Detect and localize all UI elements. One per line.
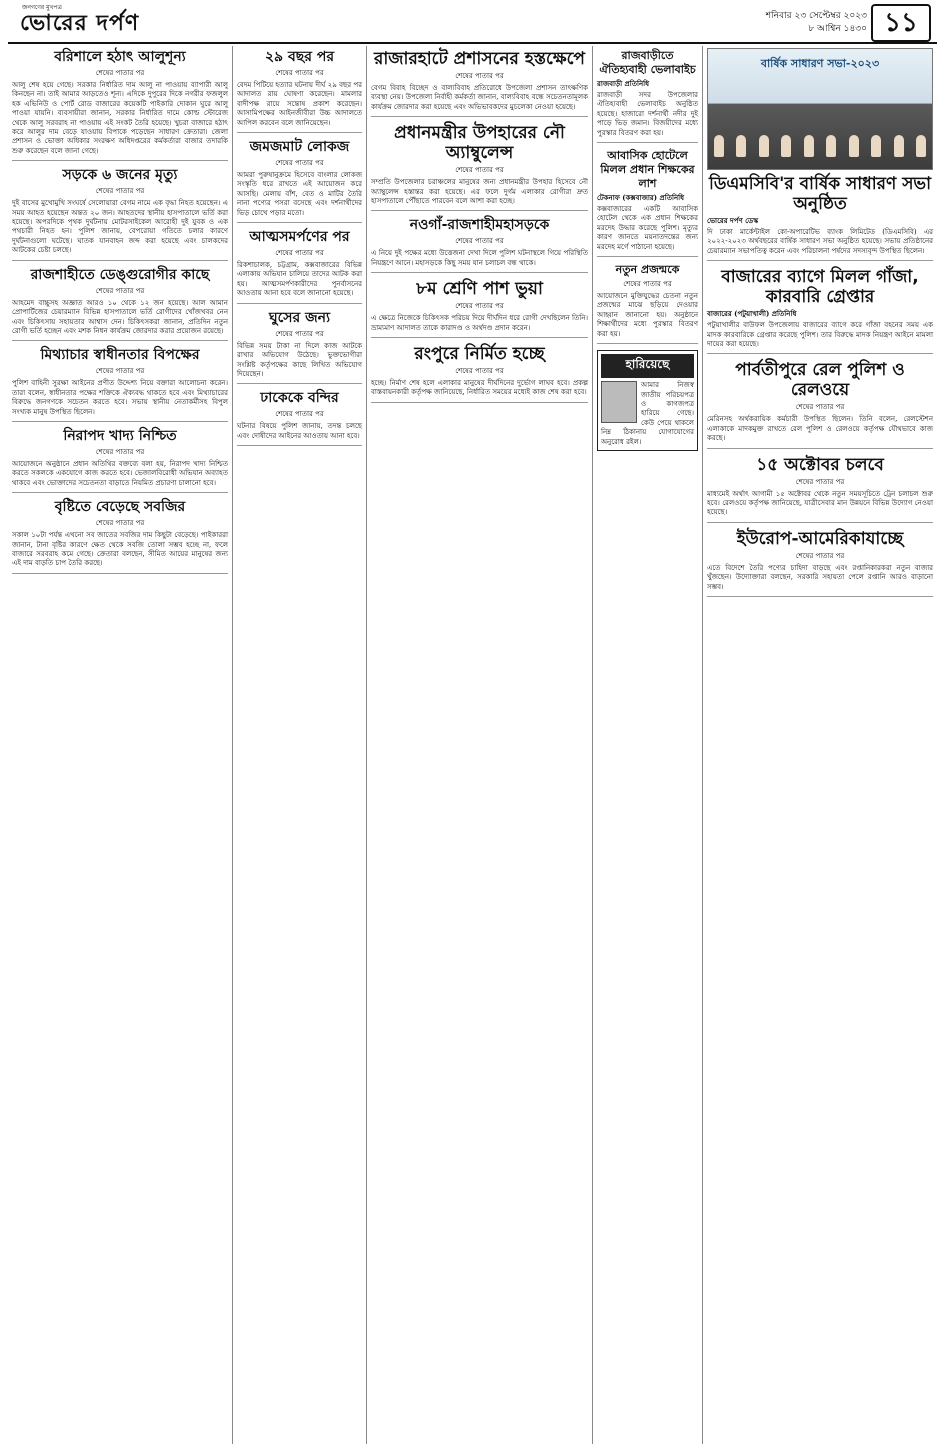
story	[237, 310, 362, 385]
story	[371, 217, 588, 273]
story-title: ঘুসের জন্য	[268, 309, 331, 326]
continued-label: শেষের পাতার পর	[795, 551, 845, 560]
story	[707, 529, 933, 597]
continued-label: শেষের পাতার পর	[455, 367, 504, 376]
story	[707, 455, 933, 523]
story	[12, 167, 228, 260]
continued-label: শেষের পাতার পর	[275, 159, 324, 168]
story	[597, 149, 698, 257]
column-1	[8, 46, 233, 1444]
date-gregorian: শনিবার ২৩ সেপ্টেম্বর ২০২৩	[765, 11, 867, 21]
column-5	[703, 46, 937, 1444]
story-byline: টেকনাফ (কক্সবাজার) প্রতিনিধি	[597, 193, 685, 203]
date-bangla: ৮ আশ্বিন ১৪৩০	[808, 24, 867, 34]
lost-notice	[597, 350, 698, 451]
story	[12, 499, 228, 574]
lost-notice-body: আমার নিজস্ব জাতীয় পরিচয়পত্র ও কাগজপত্র হারিয়ে গেছে। কেউ পেয়ে থাকলে নিম্ন ঠিকানায় যোগাযোগের অনুরোধ রইল।	[601, 381, 694, 446]
story	[371, 123, 588, 211]
story-body: ঘটনার বিষয়ে পুলিশ জানায়, তদন্ত চলছে এবং দোষীদের আইনের আওতায় আনা হবে।	[237, 422, 362, 440]
story-body: রিকশাচালক, চট্টগ্রাম, কক্সবাজারের বিভিন্ন এলাকায় অভিযান চালিয়ে তাদের আটক করা হয়। আত্মসমর্পণকারীদের পুনর্বাসনের আওতায় আনা হবে বলে জানানো হয়েছে।	[237, 261, 362, 298]
story-title: ১৫ অক্টোবর চলবে	[756, 454, 884, 475]
newspaper-logo: ভোরের দর্পণ	[20, 11, 140, 36]
story-body: কক্সবাজারের একটি আবাসিক হোটেল থেকে এক প্রধান শিক্ষকের মরদেহ উদ্ধার করেছে পুলিশ। মৃত্যুর কারণ জানতে ময়নাতদন্তের জন্য মরদেহ মর্গে পাঠানো হয়েছে।	[597, 205, 698, 251]
continued-label: শেষের পাতার পর	[95, 367, 145, 376]
story	[597, 49, 698, 143]
story-title: পার্বতীপুরে রেল পুলিশ ও রেলওয়ে	[735, 360, 905, 401]
story	[237, 139, 362, 223]
continued-label: শেষের পাতার পর	[623, 280, 672, 289]
masthead	[8, 4, 937, 44]
story-body: দুই বাসের মুখোমুখি সংঘর্ষে সেলোয়ারা বেগম নামে এক বৃদ্ধা নিহত হয়েছেন। এ সময় আহত হয়েছেন অন্তত ২০ জন। আহতদের স্থানীয় হাসপাতালে ভর্তি করা হয়েছে। অপরদিকে পৃথক দুর্ঘটনায় মোটরসাইকেল আরোহী দুই যুবক ও এক পথচারী নিহত হন। পুলিশ জানায়, বেপরোয়া গতিতে চলার কারণে দুর্ঘটনাগুলো ঘটেছে। ঘাতক যানবাহন জব্দ করা হয়েছে এবং চালকদের আটকের চেষ্টা চলছে।	[12, 199, 228, 255]
continued-label: শেষের পাতার পর	[795, 403, 845, 412]
story-title: নিরাপদ খাদ্য নিশ্চিত	[63, 427, 177, 444]
story	[371, 49, 588, 117]
story-body: দি ঢাকা মার্কেন্টাইল কো-অপারেটিভ ব্যাংক লিমিটেড (ডিএমসিবি) এর ২০২২-২০২৩ অর্থবছরের বার্ষিক সাধারণ সভা অনুষ্ঠিত হয়েছে। সভায় প্রতিষ্ঠানের চেয়ারম্যান সভাপতিত্ব করেন এবং পরিচালনা পর্ষদের সদস্যবৃন্দ উপস্থিত ছিলেন।	[707, 228, 933, 255]
story-body: এ নিয়ে দুই পক্ষের মধ্যে উত্তেজনা দেখা দিলে পুলিশ ঘটনাস্থলে গিয়ে পরিস্থিতি নিয়ন্ত্রণে আনে। মহাসড়কে কিছু সময় যান চলাচল বন্ধ থাকে।	[371, 249, 588, 267]
story-title: ২৯ বছর পর	[264, 49, 335, 65]
continued-label: শেষের পাতার পর	[455, 302, 504, 311]
story-body: এ ক্ষেত্রে নিজেকে চিকিৎসক পরিচয় দিয়ে দীর্ঘদিন ধরে রোগী দেখছিলেন তিনি। ভ্রাম্যমাণ আদালত তাকে কারাদণ্ড ও অর্থদণ্ড প্রদান করেন।	[371, 314, 588, 332]
story-title: নতুন প্রজন্মকে	[615, 263, 680, 277]
lost-notice-photo	[601, 381, 637, 423]
story-title: বৃষ্টিতে বেড়েছে সবজির	[54, 499, 186, 516]
story-body: রাজবাড়ী সদর উপজেলার ঐতিহ্যবাহী ভেলাবাইচ অনুষ্ঠিত হয়েছে। হাজারো দর্শনার্থী নদীর দুই পাড়ে ভিড় জমান। বিজয়ীদের মধ্যে পুরস্কার বিতরণ করা হয়।	[597, 91, 698, 137]
story	[237, 229, 362, 304]
story-title: ৮ম শ্রেণি পাশ ভুয়া	[416, 279, 543, 300]
agm-photo	[707, 48, 933, 170]
logo-tagline: জনগণের মুখপত্র	[22, 4, 62, 11]
agm-banner-text: বার্ষিক সাধারণ সভা-২০২৩	[760, 57, 880, 70]
continued-label: শেষের পাতার পর	[95, 519, 145, 528]
continued-label: শেষের পাতার পর	[275, 410, 324, 419]
continued-label: শেষের পাতার পর	[95, 447, 145, 456]
story-title: জমজমাট লোকজ	[249, 139, 350, 156]
story-body: এতে বিদেশে তৈরি পণ্যের চাহিদা বাড়ছে এবং রপ্তানিকারকরা নতুন বাজার খুঁজছেন। উদ্যোক্তারা বলছেন, সরকারি সহায়তা পেলে রপ্তানি আরও বাড়ানো সম্ভব।	[707, 563, 933, 591]
continued-label: শেষের পাতার পর	[795, 477, 845, 486]
continued-label: শেষের পাতার পর	[455, 166, 504, 175]
column-3	[367, 46, 593, 1444]
story-body: আলু শেষ হয়ে গেছে। সরকার নির্ধারিত দাম আলু না পাওয়ায় ব্যাপারী আলু কিনছেন না। তাই আমার আড়তেও শূন্য। এদিকে দুপুরের দিকে নগরীর ফজলুল হক এভিনিউ ও পোর্ট রোড বাজারের কয়েকটি পাইকারি দোকান ঘুরে আলু পাওয়া যায়নি। ব্যবসায়ীরা জানান, সরকার নির্ধারিত দামে কোল্ড স্টোরেজ থেকে আলু সরবরাহ না পাওয়ায় এই সংকট তৈরি হয়েছে। খুচরা বাজারে হঠাৎ করে আলুর দাম বেড়ে যাওয়ায় বিপাকে পড়েছেন সাধারণ ক্রেতারা। জেলা প্রশাসন ও ভোক্তা অধিকার সংরক্ষণ অধিদপ্তরের কর্মকর্তারা বাজার তদারকি শুরু করেছেন বলে জানা গেছে।	[12, 81, 228, 155]
story-title: ইউরোপ-আমেরিকাযাচ্ছে	[736, 528, 904, 549]
story-body: আমরা পুরুষানুক্রমে হিসেবে বাংলার লোকজ সংস্কৃতি ধরে রাখতে এই আয়োজন করে আসছি। মেলায় বাঁশ, বেত ও মাটির তৈরি নানা পণ্যের পসরা বসেছে এবং দর্শনার্থীদের ভিড় চোখে পড়ার মতো।	[237, 171, 362, 217]
continued-label: শেষের পাতার পর	[455, 237, 504, 246]
story-title: ডিএমসিবি'র বার্ষিক সাধারণ সভা অনুষ্ঠিত	[708, 174, 932, 214]
continued-label: শেষের পাতার পর	[455, 72, 504, 80]
story	[12, 267, 228, 342]
continued-label: শেষের পাতার পর	[275, 249, 324, 258]
story-title: রাজারহাটে প্রশাসনের হস্তক্ষেপে	[374, 49, 585, 69]
story-title: বরিশালে হঠাৎ আলুশূন্য	[54, 49, 186, 65]
story-title: বাজারের ব্যাগে মিলল গাঁজা, কারবারি গ্রেপ্তার	[721, 267, 919, 308]
story	[12, 49, 228, 161]
story-body: বেদম পিটিয়ে হত্যার ঘটনায় দীর্ঘ ২৯ বছর পর আদালত রায় ঘোষণা করেছেন। মামলার বাদীপক্ষ রায়ে সন্তোষ প্রকাশ করেছেন। আসামিপক্ষের আইনজীবীরা উচ্চ আদালতে আপিল করবেন বলে জানিয়েছেন।	[237, 81, 362, 127]
story-title: রাজশাহীতে ডেঙ্গুরোগীর কাছে	[30, 266, 210, 283]
story-title: আবাসিক হোটেলে মিলল প্রধান শিক্ষকের লাশ	[600, 149, 695, 191]
story-body: হচ্ছে। নির্মাণ শেষ হলে এলাকার মানুষের দীর্ঘদিনের দুর্ভোগ লাঘব হবে। প্রকল্প বাস্তবায়নকারী কর্তৃপক্ষ জানিয়েছে, নির্ধারিত সময়ের মধ্যেই কাজ শেষ করা হবে।	[371, 379, 588, 397]
story-title: আত্মসমর্পণের পর	[249, 229, 350, 246]
page-number: ১১	[871, 4, 931, 42]
continued-label: শেষের পাতার পর	[95, 187, 145, 196]
continued-label: শেষের পাতার পর	[95, 69, 145, 77]
story-body: মেরিনসহ অর্থকরায়িক কর্মচারী উপস্থিত ছিলেন। তিনি বলেন, রেলস্টেশন এলাকাকে মাদকমুক্ত রাখতে রেল পুলিশ ও রেলওয়ে কর্তৃপক্ষ যৌথভাবে কাজ করছে।	[707, 415, 933, 443]
column-2	[233, 46, 367, 1444]
story-byline: ভোরের দর্পণ ডেস্ক	[707, 216, 759, 225]
story-title: নওগাঁ-রাজশাহীমহাসড়কে	[409, 217, 550, 234]
story	[237, 49, 362, 133]
story-title: মিথ্যাচার স্বাধীনতার বিপক্ষের	[40, 347, 200, 364]
story-byline: বাজারের (পটুয়াখালী) প্রতিনিধি	[707, 309, 797, 319]
story	[707, 174, 933, 261]
story-byline: রাজবাড়ী প্রতিনিধি	[597, 79, 650, 88]
dateline	[766, 10, 867, 36]
story-title: সড়কে ৬ জনের মৃত্যু	[62, 167, 178, 184]
continued-label: শেষের পাতার পর	[275, 329, 324, 338]
story-body: সকাল ১০টা পর্যন্ত এখনো সব জাতের সবজির দাম কিছুটা বেড়েছে। পাইকাররা জানান, টানা বৃষ্টির কারণে ক্ষেত থেকে সবজি তোলা সম্ভব হচ্ছে না, ফলে বাজারে সরবরাহ কমে গেছে। ক্রেতারা বলছেন, সীমিত আয়ের মানুষের জন্য এই দাম বাড়তি চাপ তৈরি করছে।	[12, 531, 228, 568]
story-title: রংপুরে নির্মিত হচ্ছে	[414, 344, 545, 365]
story	[371, 279, 588, 338]
story	[237, 390, 362, 446]
story	[12, 347, 228, 422]
story-body: আয়োজনে অনুষ্ঠানে প্রধান অতিথির বক্তব্যে বলা হয়, নিরাপদ খাদ্য নিশ্চিত করতে সকলকে একযোগে কাজ করতে হবে। ভেজালবিরোধী অভিযান অব্যাহত থাকবে এবং ভোক্তাদের সচেতনতা বাড়াতে নিয়মিত প্রচারণা চালানো হবে।	[12, 459, 228, 487]
continued-label: শেষের পাতার পর	[95, 286, 145, 295]
story	[597, 263, 698, 344]
story-body: পুলিশ বাহিনী সুরক্ষা আইনের প্রণীত উদ্দেশ্য নিয়ে বক্তারা আলোচনা করেন। তারা বলেন, স্বাধীনতার পক্ষের শক্তিকে ঐক্যবদ্ধ থাকতে হবে এবং মিথ্যাচারের বিরুদ্ধে জনগণকে সচেতন করতে হবে। সভায় স্থানীয় নেতাকর্মীসহ বিপুল সংখ্যক মানুষ উপস্থিত ছিলেন।	[12, 379, 228, 416]
story-body: সম্প্রতি উপজেলার চরাঞ্চলের মানুষের জন্য প্রধানমন্ত্রীর উপহার হিসেবে নৌ অ্যাম্বুলেন্স হস্তান্তর করা হয়েছে। এর ফলে দুর্গম এলাকার রোগীরা দ্রুত হাসপাতালে পৌঁছাতে পারবেন বলে আশা করা হচ্ছে।	[371, 178, 588, 206]
story-body: বেগম বিবাহ বিচ্ছেদ ও বাল্যবিবাহ প্রতিরোধে উপজেলা প্রশাসন তাৎক্ষণিক ব্যবস্থা নেয়। উপজেলা নির্বাহী কর্মকর্তা জানান, বাল্যবিবাহ বন্ধে সচেতনতামূলক কার্যক্রম জোরদার করা হয়েছে এবং অভিভাবকদের মুচলেকা নেওয়া হয়েছে।	[371, 84, 588, 111]
story	[371, 344, 588, 403]
story-body: আহমেদ বাচ্চুসহ অজ্ঞাত আরও ১০ থেকে ১২ জন হয়েছে। আল আমান প্রোপার্টিজের চেয়ারম্যান বিভিন্ন হাসপাতালে ভর্তি রোগীদের খোঁজখবর নেন এবং চিকিৎসায় সহায়তার আশ্বাস দেন। চিকিৎসকরা জানান, প্রতিদিন নতুন রোগী ভর্তি হচ্ছেন এবং মশক নিধন কার্যক্রম জোরদার করার প্রয়োজন রয়েছে।	[12, 298, 228, 335]
column-4	[593, 46, 703, 1444]
story	[12, 428, 228, 493]
continued-label: শেষের পাতার পর	[275, 69, 324, 77]
story-title: প্রধানমন্ত্রীর উপহারের নৌ অ্যাম্বুলেন্স	[394, 123, 565, 164]
story	[707, 360, 933, 448]
story-body: মাধ্যমেই অর্থাৎ আগামী ১৫ অক্টোবর থেকে নতুন সময়সূচিতে ট্রেন চলাচল শুরু হবে। রেলওয়ে কর্তৃপক্ষ জানিয়েছে, যাত্রীসেবার মান উন্নয়নে বিভিন্ন উদ্যোগ নেওয়া হয়েছে।	[707, 489, 933, 517]
story-body: বিভিন্ন সময় টাকা না দিলে কাজ আটকে রাখার অভিযোগ উঠেছে। ভুক্তভোগীরা সংশ্লিষ্ট কর্তৃপক্ষের কাছে লিখিত অভিযোগ দিয়েছেন।	[237, 341, 362, 378]
lost-notice-title: হারিয়েছে	[601, 354, 694, 378]
story-title: ঢাকেকে বন্দির	[260, 390, 339, 407]
photo-people	[714, 135, 926, 161]
story	[707, 267, 933, 354]
story-body: আয়োজনে মুক্তিযুদ্ধের চেতনা নতুন প্রজন্মের মাঝে ছড়িয়ে দেওয়ার আহ্বান জানানো হয়। অনুষ্ঠানে শিক্ষার্থীদের মধ্যে পুরস্কার বিতরণ করা হয়।	[597, 292, 698, 338]
story-title: রাজবাড়ীতে ঐতিহ্যবাহী ভেলাবাইচ	[599, 49, 696, 76]
story-body: পটুয়াখালীর বাউফল উপজেলায় বাজারের ব্যাগে করে গাঁজা বহনের সময় এক মাদক কারবারিকে গ্রেপ্তার করেছে পুলিশ। তার বিরুদ্ধে মাদক নিয়ন্ত্রণ আইনে মামলা দায়ের করা হয়েছে।	[707, 321, 933, 349]
